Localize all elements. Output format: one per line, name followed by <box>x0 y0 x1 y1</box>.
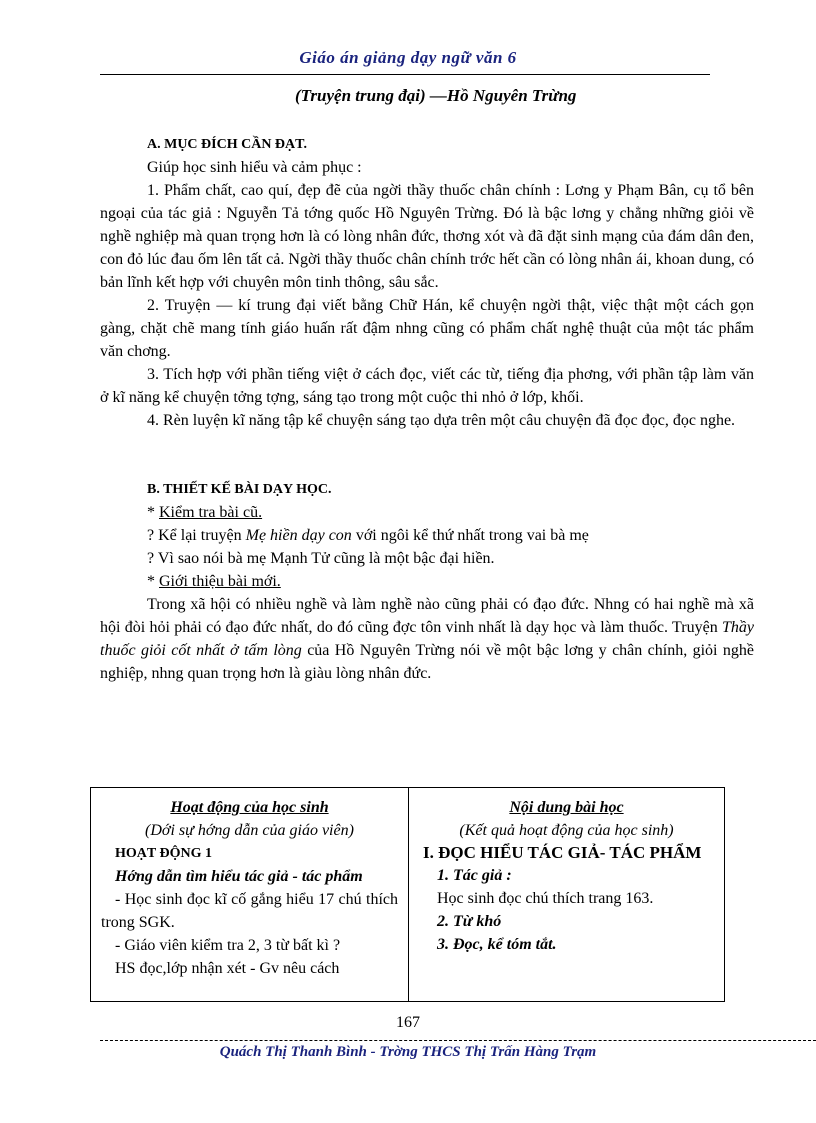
section-b-heading: B. THIẾT KẾ BÀI DẠY HỌC. <box>147 482 332 497</box>
page-number: 167 <box>396 1014 420 1031</box>
lesson-content-column <box>409 788 724 1001</box>
vocabulary-item: 2. Từ khó <box>437 913 502 930</box>
check-old-lesson: * Kiểm tra bài cũ. <box>147 504 263 521</box>
lesson-content-subheader: (Kết quả hoạt động của học sinh) <box>459 822 674 839</box>
objective-1: 1. Phẩm chất, cao quí, đẹp đẽ của ngời thầy thuốc chân chính : Lơng y Phạm Bân, cụ tổ bên ngoại của tác giả : Nguyễn Tả tớng quốc Hồ Nguyên Trừng. Đó là bậc lơng y chẳng những giỏi về nghề nghiệp mà quan trọng hơn là có lòng nhân đức, thơng xót và đã đặt sinh mạng của đám dân đen, con đỏ lúc đau ốm lên tất cả. Ngời thầy thuốc chân chính trớc hết cần có lòng nhân ái, khoan dung, có bản lĩnh kết hợp với chuyên môn tinh thông, sâu sắc. <box>100 182 754 291</box>
story-title-me-hien: Mẹ hiền dạy con <box>245 527 352 544</box>
check-old-lesson-label: Kiểm tra bài cũ. <box>159 504 263 521</box>
activity-1-guide: Hớng dẫn tìm hiểu tác giả - tác phẩm <box>115 868 363 885</box>
intro-paragraph: Trong xã hội có nhiều nghề và làm nghề nào cũng phải có đạo đức. Nhng có hai nghề mà xã hội đòi hỏi phải có đạo đức nhất, do đó cũng đợc tôn vinh nhất là dạy học và làm thuốc. Truyện Thầy thuốc giỏi cốt nhất ở tấm lòng của Hồ Nguyên Trừng nói về một bậc lơng y chân chính, giỏi nghề nghiệp, nhng quan trọng hơn là giàu lòng nhân đức. <box>100 596 755 682</box>
story-title-thay-thuoc: Thầy thuốc giỏi cốt nhất ở tấm lòng <box>100 619 754 659</box>
objective-4: 4. Rèn luyện kĩ năng tập kể chuyện sáng tạo dựa trên một câu chuyện đã đọc đọc, đọc nghe. <box>147 412 736 429</box>
activity-1-label: HOẠT ĐỘNG 1 <box>115 846 212 861</box>
new-lesson-intro: * Giới thiệu bài mới. <box>147 573 281 590</box>
lesson-table <box>90 787 725 1002</box>
reading-summary-item: 3. Đọc, kể tóm tắt. <box>437 936 557 953</box>
lesson-content-header: Nội dung bài học <box>509 799 624 816</box>
activity-line-3: HS đọc,lớp nhận xét - Gv nêu cách <box>115 960 340 977</box>
header-divider <box>100 74 710 75</box>
section-a-intro: Giúp học sinh hiểu và cảm phục : <box>147 159 362 176</box>
lesson-content <box>100 133 754 685</box>
question-1: ? Kể lại truyện Mẹ hiền dạy con với ngôi kể thứ nhất trong vai bà mẹ <box>147 527 589 544</box>
objective-3: 3. Tích hợp với phần tiếng việt ở cách đọc, viết các từ, tiếng địa phơng, với phần tập làm văn ở kĩ năng kể chuyện tởng tợng, sáng tạo trong một cuộc thi nhỏ ở lớp, khối. <box>100 366 754 406</box>
student-activity-header: Hoạt động của học sinh <box>170 799 329 816</box>
author-item-text: Học sinh đọc chú thích trang 163. <box>437 890 654 907</box>
page-header-title: Giáo án giảng dạy ngữ văn 6 <box>299 48 517 67</box>
activity-line-2: - Giáo viên kiểm tra 2, 3 từ bất kì ? <box>115 937 341 954</box>
page-footer: Quách Thị Thanh Bình - Trờng THCS Thị Trấn Hàng Trạm <box>219 1044 597 1060</box>
question-2: ? Vì sao nói bà mẹ Mạnh Tử cũng là một bậc đại hiền. <box>147 550 495 567</box>
activity-line-1: - Học sinh đọc kĩ cố gắng hiểu 17 chú thích trong SGK. <box>101 891 398 931</box>
objective-2: 2. Truyện — kí trung đại viết bằng Chữ Hán, kể chuyện ngời thật, việc thật một cách gọn gàng, chặt chẽ mang tính giáo huấn rất đậm nhng cũng có phẩm chất nghệ thuật của một tác phẩm văn chơng. <box>100 297 754 360</box>
section-a-heading: A. MỤC ĐÍCH CẦN ĐẠT. <box>147 137 307 152</box>
student-activity-column <box>91 788 409 1001</box>
author-item: 1. Tác giả : <box>437 867 512 884</box>
lesson-subtitle: (Truyện trung đại) —Hồ Nguyên Trừng <box>295 86 577 105</box>
section-reading-heading: I. ĐỌC HIỂU TÁC GIẢ- TÁC PHẨM <box>423 843 702 862</box>
student-activity-subheader: (Dới sự hớng dẫn của giáo viên) <box>145 822 354 839</box>
new-lesson-intro-label: Giới thiệu bài mới. <box>159 573 281 590</box>
footer-divider <box>100 1040 816 1041</box>
